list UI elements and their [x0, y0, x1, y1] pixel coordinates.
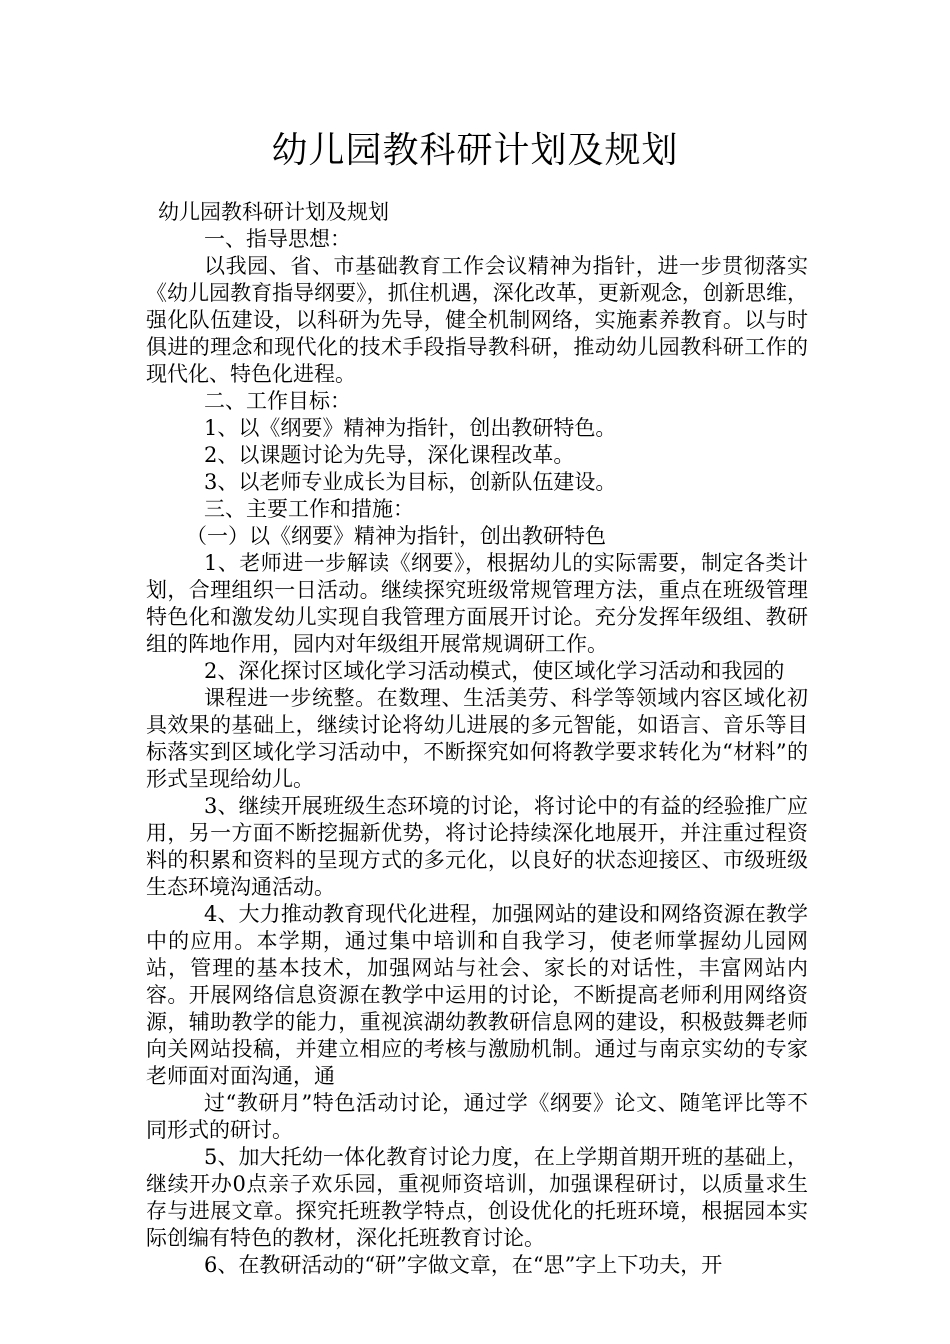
section-heading-main-work: 三、主要工作和措施：: [204, 497, 414, 521]
measure-item-6: 6、在教研活动的“研”字做文章，在“思”字上下功夫，开: [204, 1253, 723, 1277]
measure-item-4-continued: 过“教研月”特色活动讨论，通过学《纲要》论文、随笔评比等不同形式的研讨。: [146, 1091, 808, 1142]
paragraph-guiding-thought: 以我园、省、市基础教育工作会议精神为指针，进一步贯彻落实《幼儿园教育指导纲要》，抓住机遇，深化改革，更新观念，创新思维，强化队伍建设，以科研为先导，健全机制网络，实施素养教育。以与时俱进的理念和现代化的技术手段指导教科研，推动幼儿园教科研工作的现代化、特色化进程。: [146, 254, 808, 386]
subsection-heading-1: （一）以《纲要》精神为指针，创出教研特色: [186, 524, 606, 548]
document-body: [146, 199, 808, 1279]
measure-item-1: 1、老师进一步解读《纲要》，根据幼儿的实际需要，制定各类计划，合理组织一日活动。继续探究班级常规管理方法，重点在班级管理特色化和激发幼儿实现自我管理方面展开讨论。充分发挥年级组、教研组的阵地作用，园内对年级组开展常规调研工作。: [146, 551, 808, 656]
measure-item-5: 5、加大托幼一体化教育讨论力度，在上学期首期开班的基础上，继续开办0点亲子欢乐园，重视师资培训，加强课程研讨，以质量求生存与进展文章。探究托班教学特点，创设优化的托班环境，根据园本实际创编有特色的教材，深化托班教育讨论。: [146, 1145, 808, 1250]
subtitle-paragraph: 幼儿园教科研计划及规划: [158, 200, 389, 224]
measure-item-2-continued: 课程进一步统整。在数理、生活美劳、科学等领域内容区域化初具效果的基础上，继续讨论将幼儿进展的多元智能，如语言、音乐等目标落实到区域化学习活动中，不断探究如何将教学要求转化为“材料”的形式呈现给幼儿。: [146, 686, 808, 791]
measure-item-4: 4、大力推动教育现代化进程，加强网站的建设和网络资源在教学中的应用。本学期，通过集中培训和自我学习，使老师掌握幼儿园网站，管理的基本技术，加强网站与社会、家长的对话性，丰富网站内容。开展网络信息资源在教学中运用的讨论，不断提高老师利用网络资源，辅助教学的能力，重视滨湖幼教教研信息网的建设，积极鼓舞老师向关网站投稿，并建立相应的考核与激励机制。通过与南京实幼的专家老师面对面沟通，通: [146, 902, 808, 1088]
document-title: 幼儿园教科研计划及规划: [271, 130, 679, 171]
section-heading-work-goals: 二、工作目标：: [204, 389, 351, 413]
section-heading-guiding-thought: 一、指导思想：: [204, 227, 351, 251]
goal-item-3: 3、以老师专业成长为目标，创新队伍建设。: [204, 470, 617, 494]
measure-item-3: 3、继续开展班级生态环境的讨论，将讨论中的有益的经验推广应用，另一方面不断挖掘新优势，将讨论持续深化地展开，并注重过程资料的积累和资料的呈现方式的多元化，以良好的状态迎接区、市级班级生态环境沟通活动。: [146, 794, 808, 899]
goal-item-1: 1、以《纲要》精神为指针，创出教研特色。: [204, 416, 617, 440]
measure-item-2: 2、深化探讨区域化学习活动模式，使区域化学习活动和我园的: [204, 659, 785, 683]
goal-item-2: 2、以课题讨论为先导，深化课程改革。: [204, 443, 575, 467]
